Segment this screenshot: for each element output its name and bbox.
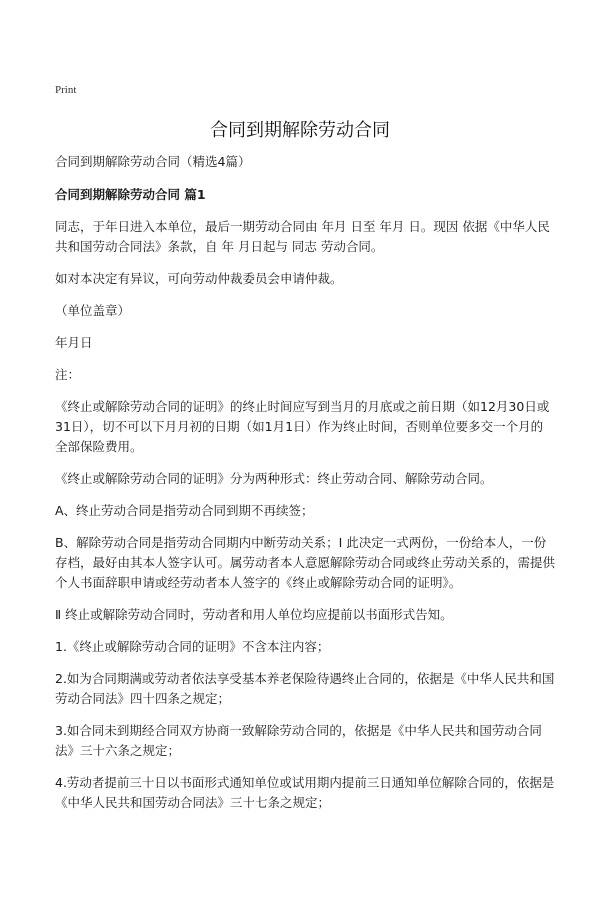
paragraph-two-forms: 《终止或解除劳动合同的证明》分为两种形式：终止劳动合同、解除劳动合同。	[55, 471, 493, 486]
paragraph-item-2: 2.如为合同期满或劳动者依法享受基本养老保险待遇终止合同的，依据是《中华人民共和国劳动合同法》四十四条之规定；	[55, 671, 555, 706]
paragraph-termination-time: 《终止或解除劳动合同的证明》的终止时间应写到当月的月底或之前日期（如12月30日或31日），切不可以下月月初的日期（如1月1日）作为终止时间，否则单位要多交一个月的 全部保险费用。	[55, 399, 550, 454]
section-heading: 合同到期解除劳动合同 篇1	[55, 187, 206, 202]
page-title: 合同到期解除劳动合同	[210, 120, 390, 141]
paragraph-arbitration: 如对本决定有异议，可向劳动仲裁委员会申请仲裁。	[55, 271, 343, 286]
paragraph-date: 年月日	[55, 335, 93, 350]
paragraph-seal: （单位盖章）	[55, 303, 131, 318]
print-label[interactable]: Print	[55, 84, 77, 96]
paragraph-form-a: A、终止劳动合同是指劳动合同到期不再续签；	[55, 503, 314, 518]
paragraph-item-4: 4.劳动者提前三十日以书面形式通知单位或试用期内提前三日通知单位解除合同的，依据是《中华人民共和国劳动合同法》三十七条之规定；	[55, 775, 555, 810]
paragraph-advance-notice: Ⅱ 终止或解除劳动合同时，劳动者和用人单位均应提前以书面形式告知。	[55, 607, 453, 622]
document-subtitle: 合同到期解除劳动合同（精选4篇）	[55, 154, 251, 169]
paragraph-item-1: 1.《终止或解除劳动合同的证明》不含本注内容；	[55, 639, 330, 654]
paragraph-item-3: 3.如合同未到期经合同双方协商一致解除劳动合同的，依据是《中华人民共和国劳动合同法》三十六条之规定；	[55, 723, 542, 758]
paragraph-form-b: B、解除劳动合同是指劳动合同期内中断劳动关系；Ⅰ 此决定一式两份，一份给本人，一份存档，最好由其本人签字认可。属劳动者本人意愿解除劳动合同或终止劳动关系的，需提供个人书面辞职申请或经劳动者本人签字的《终止或解除劳动合同的证明》。	[55, 535, 556, 590]
document-body	[55, 152, 557, 825]
paragraph-notice: 同志，于年日进入本单位，最后一期劳动合同由 年月 日至 年月 日。现因 依据《中华人民共和国劳动合同法》条款，自 年 月日起与 同志 劳动合同。	[55, 219, 550, 254]
paragraph-note-label: 注：	[55, 367, 81, 382]
